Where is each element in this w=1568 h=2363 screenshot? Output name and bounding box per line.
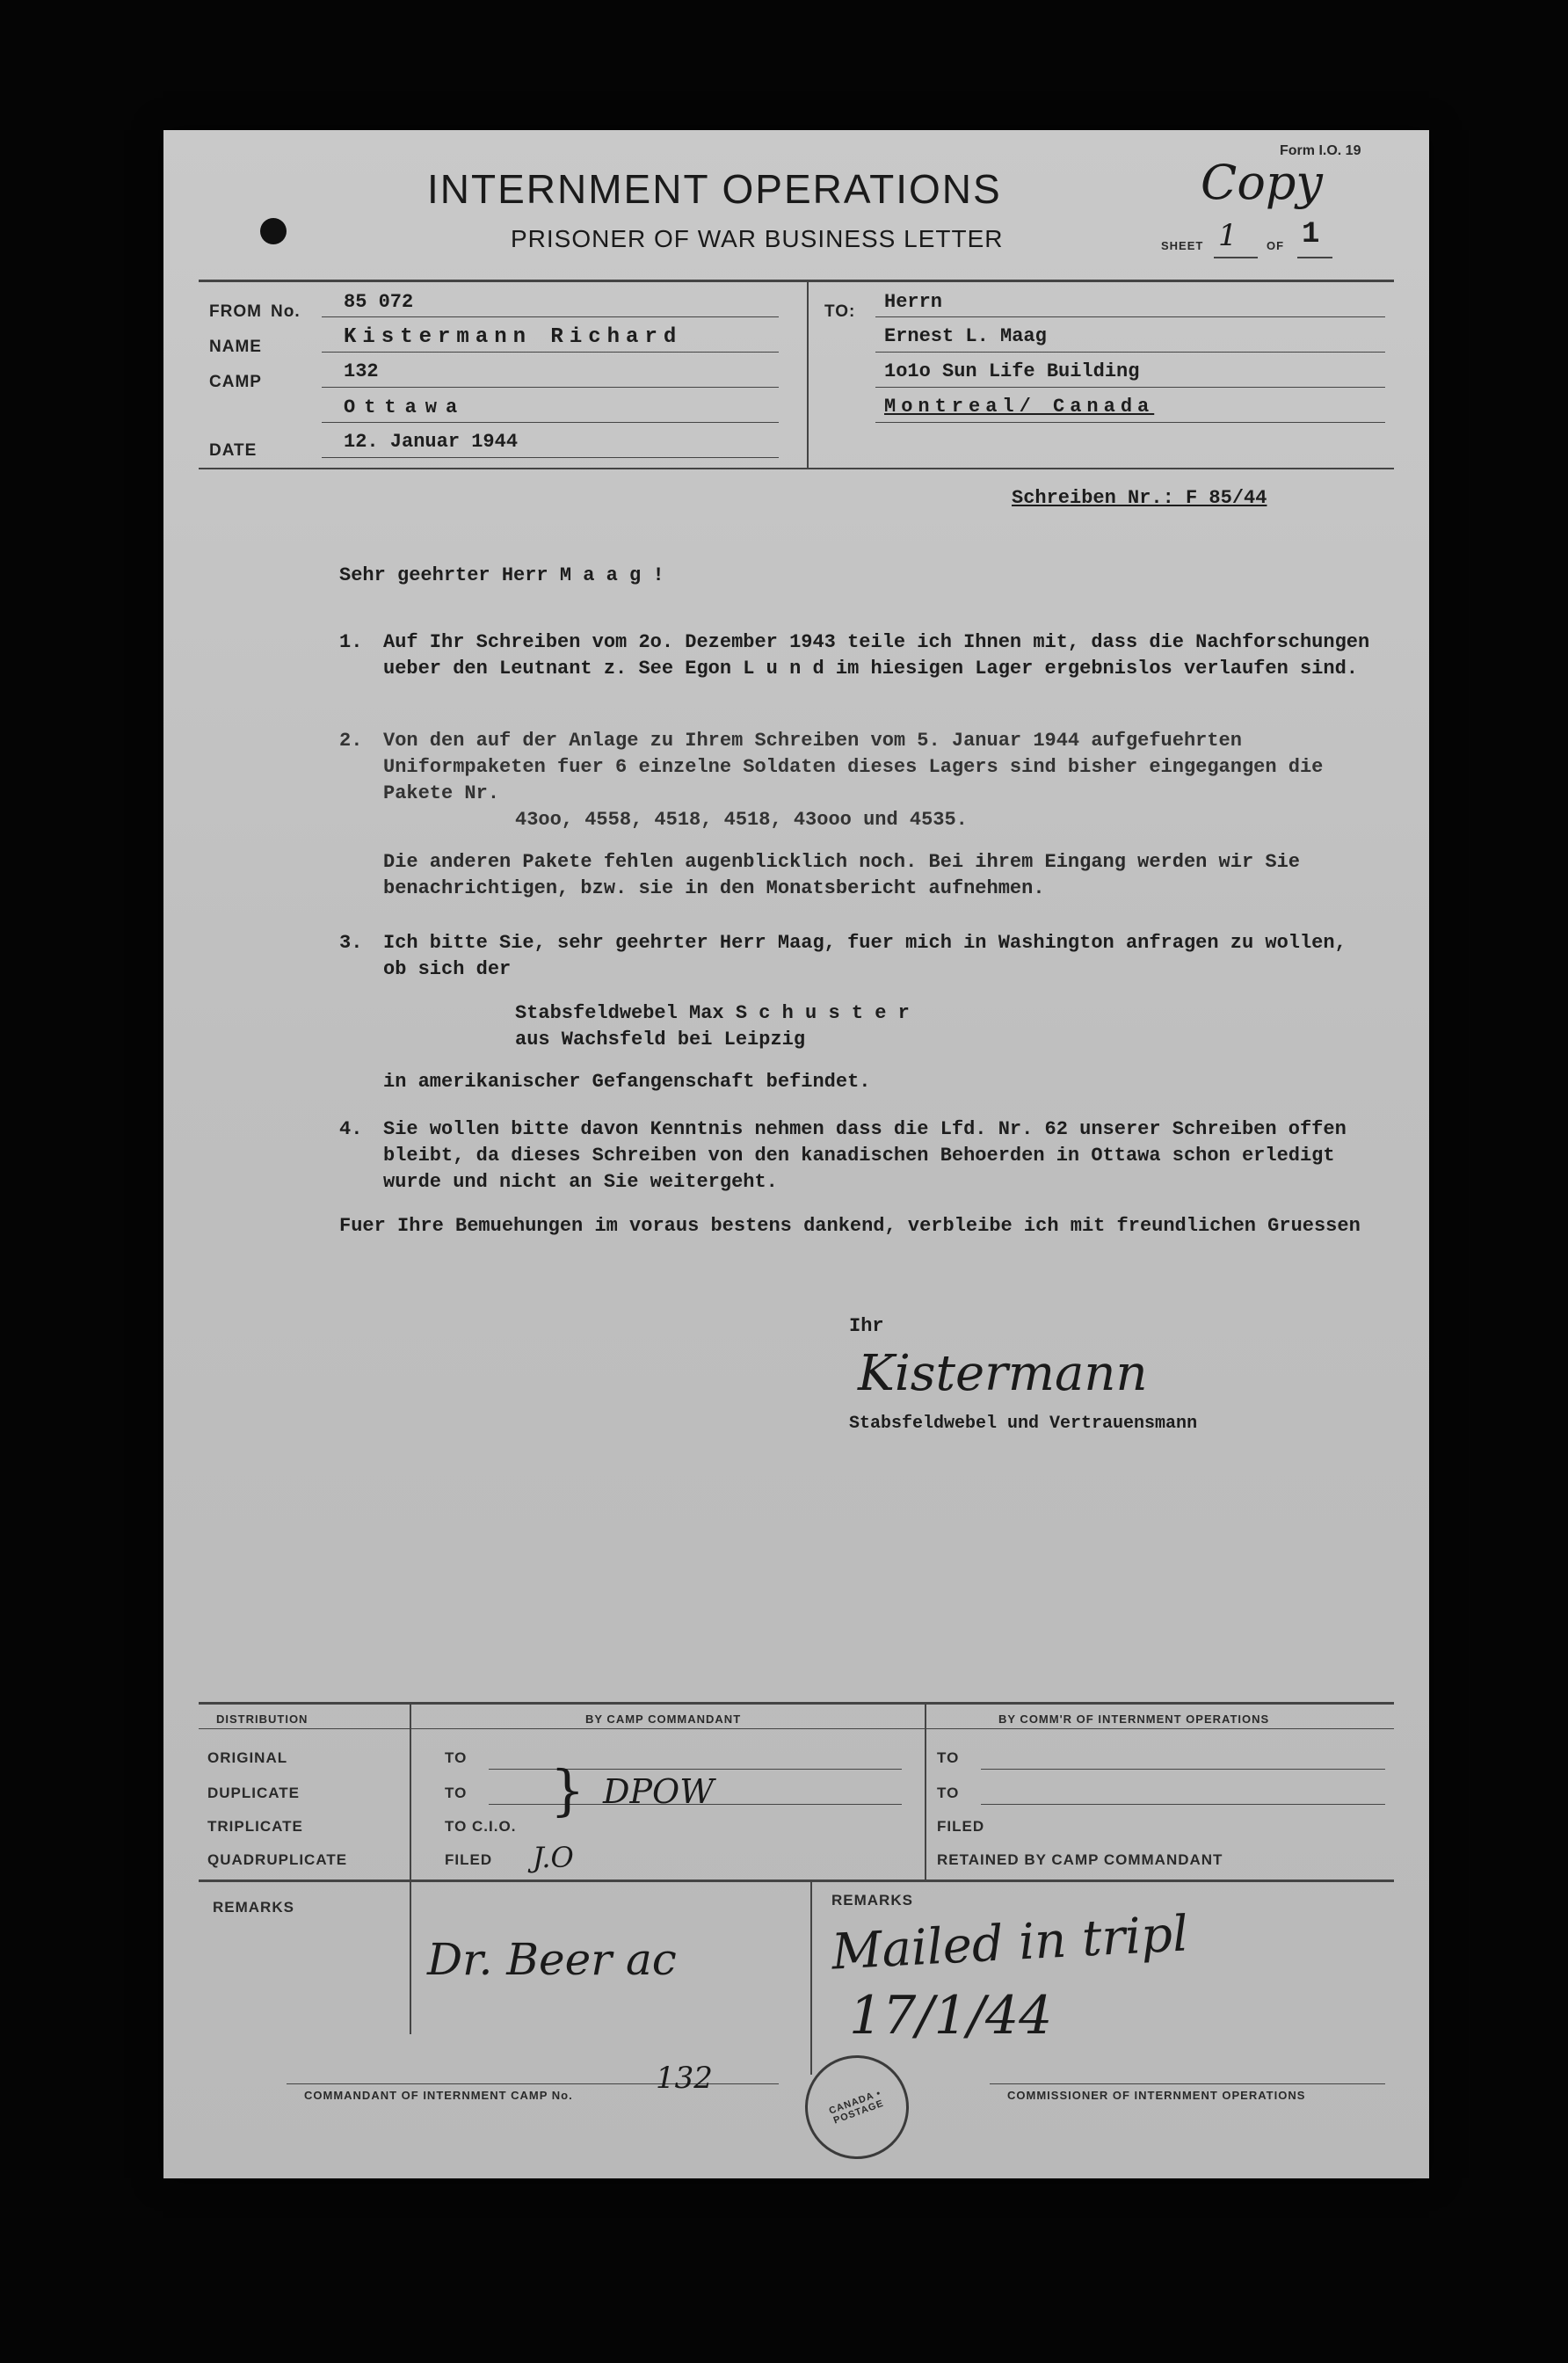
bracket-mark: }: [550, 1758, 585, 1822]
recipient-line-1: Herrn: [884, 291, 943, 313]
punch-hole: [260, 218, 287, 244]
filed-handwriting: J.O: [533, 1841, 574, 1874]
paragraph-3-continued: in amerikanischer Gefangenschaft befindet.: [383, 1071, 871, 1093]
signer-title: Stabsfeldwebel und Vertrauensmann: [849, 1414, 1198, 1434]
distribution-col-1: [410, 1704, 411, 2034]
of-line: [1297, 257, 1332, 258]
to-line-3: [875, 387, 1385, 388]
row-original-comm-line: [981, 1769, 1385, 1770]
recipient-line-3: 1o1o Sun Life Building: [884, 360, 1140, 382]
name-label: NAME: [209, 338, 262, 356]
remarks-left-label: REMARKS: [213, 1899, 294, 1916]
row-triplicate-camp: TO C.I.O.: [445, 1818, 517, 1835]
camp-line: [322, 387, 779, 388]
to-line-4: [875, 422, 1385, 423]
letter-reference: Schreiben Nr.: F 85/44: [1012, 487, 1267, 509]
paragraph-4: Sie wollen bitte davon Kenntnis nehmen dass die Lfd. Nr. 62 unserer Schreiben offen bleibt, da dieses Schreiben von den kanadischen Behoerden in Ottawa schon erledigt wurde und nicht an Sie weitergeht.: [383, 1118, 1347, 1193]
postal-stamp-text: CANADA • POSTAGE: [827, 2088, 886, 2127]
row-quadruplicate-comm: RETAINED BY CAMP COMMANDANT: [937, 1851, 1223, 1868]
remarks-divider: [810, 1881, 812, 2075]
paragraph-3-name: Stabsfeldwebel Max S c h u s t e r: [515, 1002, 910, 1024]
signature: Kistermann: [858, 1345, 1148, 1402]
no-value: 85 072: [344, 291, 414, 313]
paragraph-3: Ich bitte Sie, sehr geehrter Herr Maag, fuer mich in Washington anfragen zu wollen, ob sich der: [383, 932, 1347, 980]
address-divider: [807, 281, 809, 468]
row-duplicate: DUPLICATE: [207, 1785, 301, 1801]
paragraph-1: Auf Ihr Schreiben vom 2o. Dezember 1943 teile ich Ihnen mit, dass die Nachforschungen ueber den Leutnant z. See Egon L u n d im hiesigen Lager ergebnislos verlaufen sind.: [383, 631, 1370, 680]
camp-location: Ottawa: [344, 396, 467, 418]
row-quadruplicate: QUADRUPLICATE: [207, 1851, 348, 1868]
remarks-right-label: REMARKS: [831, 1892, 913, 1909]
commandant-footer: COMMANDANT OF INTERNMENT CAMP No.: [304, 2089, 573, 2102]
date-value: 12. Januar 1944: [344, 431, 519, 453]
row-duplicate-comm-line: [981, 1804, 1385, 1805]
ihr: Ihr: [849, 1315, 884, 1337]
row-duplicate-camp: TO: [445, 1785, 468, 1801]
remarks-right-handwriting-1: Mailed in tripl: [830, 1905, 1190, 1981]
sheet-line: [1214, 257, 1258, 258]
paragraph-3-origin: aus Wachsfeld bei Leipzig: [515, 1029, 806, 1051]
paragraph-2: Von den auf der Anlage zu Ihrem Schreiben vom 5. Januar 1944 aufgefuehrten Uniformpaketen fuer 6 einzelne Soldaten dieses Lagers sind bisher eingegangen die Pakete Nr.: [383, 730, 1324, 804]
no-label: No.: [271, 302, 301, 321]
form-subtitle: PRISONER OF WAR BUSINESS LETTER: [511, 225, 1004, 252]
paragraph-4-number: 4.: [339, 1118, 363, 1140]
to-line-1: [875, 316, 1385, 317]
recipient-line-4: Montreal/ Canada: [884, 396, 1155, 418]
recipient-line-2: Ernest L. Maag: [884, 325, 1047, 347]
row-triplicate-comm: FILED: [937, 1818, 985, 1835]
header-divider: [199, 280, 1394, 282]
distribution-header: DISTRIBUTION: [216, 1712, 309, 1726]
to-label: TO:: [824, 302, 856, 321]
camp-commandant-header: BY CAMP COMMANDANT: [585, 1712, 742, 1726]
no-line: [322, 316, 779, 317]
paragraph-2-continued: Die anderen Pakete fehlen augenblicklich noch. Bei ihrem Eingang werden wir Sie benachrichtigen, bzw. sie in den Monatsbericht aufnehmen.: [383, 851, 1300, 899]
camp-label: CAMP: [209, 373, 262, 391]
distribution-col-2: [925, 1704, 926, 1879]
form-title: INTERNMENT OPERATIONS: [427, 166, 1002, 212]
dpow-handwriting: DPOW: [603, 1772, 715, 1811]
from-label: FROM: [209, 302, 262, 321]
copy-note: Copy: [1201, 155, 1323, 210]
to-line-2: [875, 352, 1385, 353]
form-number: Form I.O. 19: [1280, 143, 1361, 158]
distribution-header-rule: [199, 1728, 1394, 1729]
row-original: ORIGINAL: [207, 1749, 288, 1766]
of-value: 1: [1302, 218, 1320, 251]
paragraph-3-number: 3.: [339, 932, 363, 954]
location-line: [322, 422, 779, 423]
paragraph-1-number: 1.: [339, 631, 363, 653]
document-page: [163, 130, 1429, 2178]
commissioner-signature-line: [990, 2083, 1385, 2084]
row-quadruplicate-camp: FILED: [445, 1851, 493, 1868]
remarks-right-handwriting-2: 17/1/44: [849, 1985, 1053, 2047]
camp-value: 132: [344, 360, 379, 382]
salutation: Sehr geehrter Herr M a a g !: [339, 564, 664, 586]
address-bottom-rule: [199, 468, 1394, 469]
paragraph-2-packages: 43oo, 4558, 4518, 4518, 43ooo und 4535.: [515, 809, 968, 831]
sheet-label: SHEET: [1161, 239, 1204, 252]
remarks-left-handwriting: Dr. Beer ac: [427, 1934, 677, 1985]
row-original-camp: TO: [445, 1749, 468, 1766]
row-duplicate-comm: TO: [937, 1785, 960, 1801]
date-line: [322, 457, 779, 458]
name-value: Kistermann Richard: [344, 325, 683, 349]
date-label: DATE: [209, 441, 258, 460]
commissioner-header: BY COMM'R OF INTERNMENT OPERATIONS: [998, 1712, 1270, 1726]
distribution-top-rule: [199, 1702, 1394, 1705]
paragraph-2-number: 2.: [339, 730, 363, 752]
row-original-comm: TO: [937, 1749, 960, 1766]
sheet-value: 1: [1218, 218, 1238, 253]
commissioner-footer: COMMISSIONER OF INTERNMENT OPERATIONS: [1007, 2089, 1306, 2102]
closing: Fuer Ihre Bemuehungen im voraus bestens dankend, verbleibe ich mit freundlichen Gruessen: [339, 1215, 1361, 1237]
row-triplicate: TRIPLICATE: [207, 1818, 303, 1835]
of-label: OF: [1267, 239, 1285, 252]
remarks-top-rule: [199, 1879, 1394, 1882]
camp-number-handwriting: 132: [656, 2061, 713, 2096]
name-line: [322, 352, 779, 353]
